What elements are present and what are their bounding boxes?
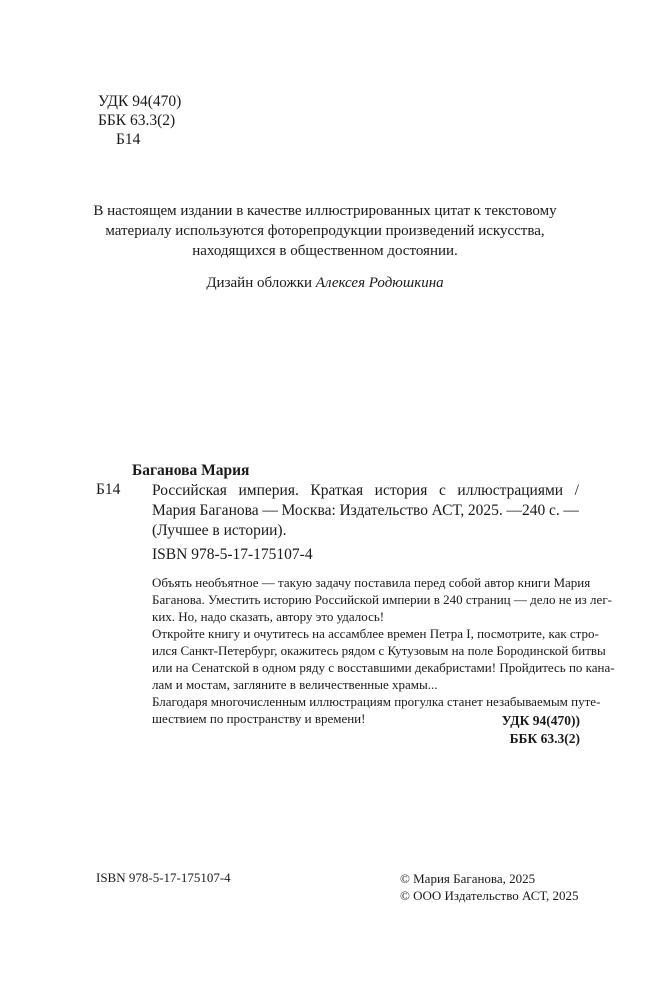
annotation-line: ился Санкт-Петербург, окажитесь рядом с Кутузовым на поле Бородинской битвы <box>152 643 606 658</box>
catalog-isbn: ISBN 978-5-17-175107-4 <box>152 546 313 563</box>
bbk-code: ББК 63.3(2) <box>98 112 176 129</box>
catalog-classification <box>502 712 580 748</box>
annotation-line: лам и мостам, загляните в величественные храмы... <box>152 677 438 692</box>
biblio-line: Российская империя. Краткая история с иллюстрациями / <box>152 482 579 499</box>
designer-name: Алексея Родюшкина <box>315 275 444 291</box>
cover-designer-credit <box>90 273 560 293</box>
notice-line: находящихся в общественном достоянии. <box>192 243 458 259</box>
annotation-line: Благодаря многочисленным иллюстрациям прогулка станет незабываемым путе- <box>152 694 601 709</box>
annotation-line: или на Сенатской в одном ряду с восставшими декабристами! Пройдитесь по кана- <box>152 660 615 675</box>
catalog-author: Баганова Мария <box>132 462 250 479</box>
classification-codes <box>98 92 181 149</box>
catalog-author-mark: Б14 <box>96 481 121 498</box>
annotation-line: Откройте книгу и очутитесь на ассамблее времен Петра I, посмотрите, как стро- <box>152 626 599 641</box>
book-annotation <box>152 574 615 727</box>
biblio-line: (Лучшее в истории). <box>152 522 287 539</box>
illustration-notice <box>90 201 560 261</box>
copyright-author: © Мария Баганова, 2025 <box>400 871 536 886</box>
copyright-block <box>400 870 579 904</box>
biblio-line: Мария Баганова — Москва: Издательство АСТ, 2025. —240 с. — <box>152 502 579 519</box>
catalog-bbk: ББК 63.3(2) <box>509 731 580 746</box>
annotation-line: Объять необъятное — такую задачу поставила перед собой автор книги Мария <box>152 575 591 590</box>
catalog-udk: УДК 94(470)) <box>501 713 580 728</box>
designer-prefix: Дизайн обложки <box>206 275 316 291</box>
bibliographic-description <box>152 481 579 541</box>
annotation-line: Баганова. Уместить историю Российской империи в 240 страниц — дело не из лег- <box>152 592 612 607</box>
annotation-line: шествием по пространству и времени! <box>152 711 366 726</box>
annotation-line: ких. Но, надо сказать, автору это удалось! <box>152 609 385 624</box>
author-mark: Б14 <box>116 131 141 148</box>
notice-line: материалу используются фоторепродукции произведений искусства, <box>105 223 545 239</box>
copyright-publisher: © ООО Издательство АСТ, 2025 <box>400 888 579 903</box>
notice-line: В настоящем издании в качестве иллюстрированных цитат к текстовому <box>93 203 557 219</box>
udk-code: УДК 94(470) <box>98 93 182 110</box>
footer-isbn: ISBN 978-5-17-175107-4 <box>96 870 231 885</box>
